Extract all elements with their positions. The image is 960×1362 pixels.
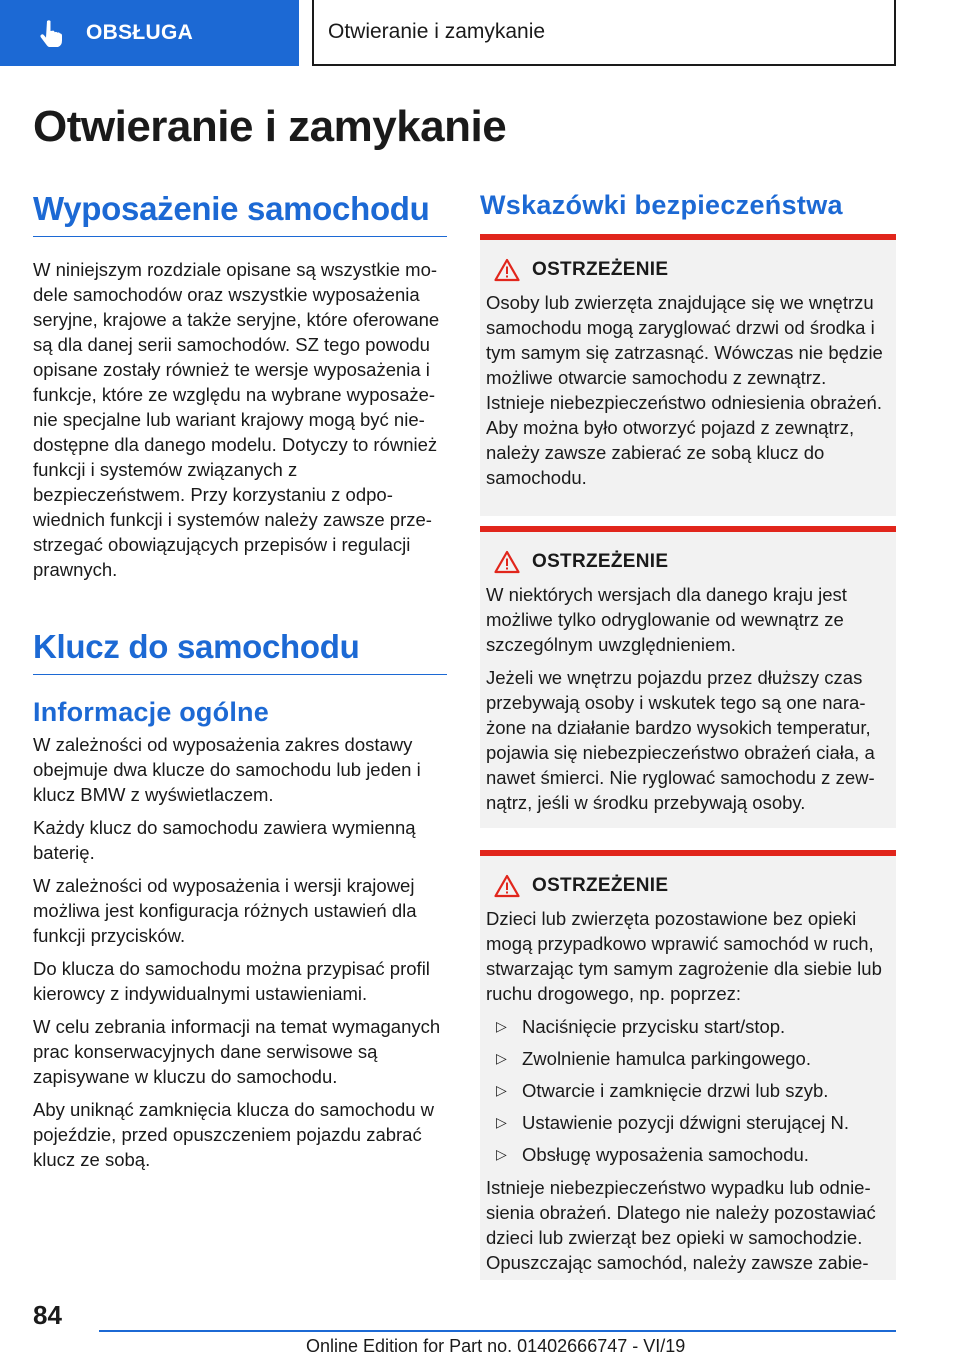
- paragraph-general-6: Aby uniknąć zamknięcia klucza do samochodu w pojeździe, przed opuszczeniem pojazdu zabrać klucz ze sobą.: [33, 1099, 435, 1170]
- list-item: ▷ Naciśnięcie przycisku start/stop.: [496, 1016, 786, 1037]
- footer-edition: Online Edition for Part no. 01402666747 - VI/19: [306, 1336, 686, 1356]
- warning-bullet-list: [486, 1014, 886, 1167]
- list-item: ▷ Obsługę wyposażenia samochodu.: [496, 1144, 809, 1165]
- bullet-triangle-icon: ▷: [496, 1018, 507, 1034]
- warning-text-2a: W niektórych wersjach dla danego kraju jest możliwe tylko odryglowanie od wewnątrz ze szczególnym uwzględnieniem.: [486, 584, 847, 655]
- warning-label: OSTRZEŻENIE: [532, 259, 669, 280]
- page-number: 84: [33, 1300, 62, 1330]
- list-item: ▷ Otwarcie i zamknięcie drzwi lub szyb.: [496, 1080, 829, 1101]
- warning-text-3-intro: Dzieci lub zwierzęta pozostawione bez opieki mogą przypadkowo wprawić samochód w ruch, stwarzając tym samym zagrożenie dla siebie lub ruchu drogowego, np. poprzez:: [486, 908, 882, 1004]
- warning-header: [494, 258, 886, 282]
- list-item: ▷ Zwolnienie hamulca parkingowego.: [496, 1048, 811, 1069]
- warning-text-1: Osoby lub zwierzęta znajdujące się we wnętrzu samochodu mogą zaryglować drzwi od środka i tym samym się zatrzasnąć. Wówczas nie będzie możliwe otwarcie samochodu z zewnątrz. Istnieje niebezpieczeństwo odniesienia obrażeń. Aby można było otworzyć pojazd z zewnątrz, należy zawsze zabierać ze sobą klucz do samochodu.: [486, 292, 883, 488]
- warning-text-2b: Jeżeli we wnętrzu pojazdu przez dłuższy czas przebywają osoby i wskutek tego są one narażone na działanie bardzo wysokich temperatur, pojawia się niebezpieczeństwo obrażeń ciała, a nawet śmierci. Nie ryglować samochodu z zewnątrz, jeśli w środku przebywają osoby.: [486, 667, 875, 813]
- warning-text-3-outro: Istnieje niebezpieczeństwo wypadku lub odniesienia obrażeń. Dlatego nie należy pozostawiać dzieci lub zwierząt bez opieki w samochodzie. Opuszczając samochód, należy zawsze zabie-: [486, 1177, 876, 1273]
- hand-pointer-icon: [36, 18, 66, 48]
- heading-car-key: Klucz do samochodu: [33, 628, 447, 675]
- section-tab-label: OBSŁUGA: [86, 21, 194, 44]
- list-item: ▷ Ustawienie pozycji dźwigni sterującej N.: [496, 1112, 849, 1133]
- paragraph-general-4: Do klucza do samochodu można przypisać profil kierowcy z indywidualnymi ustawieniami.: [33, 958, 430, 1004]
- breadcrumb: Otwieranie i zamykanie: [312, 0, 896, 66]
- warning-box-1: [480, 234, 896, 516]
- warning-label: OSTRZEŻENIE: [532, 875, 669, 896]
- warning-label: OSTRZEŻENIE: [532, 551, 669, 572]
- warning-triangle-icon: [494, 258, 520, 282]
- heading-general-info: Informacje ogólne: [33, 697, 269, 727]
- section-tab[interactable]: [0, 0, 299, 66]
- paragraph-general-5: W celu zebrania informacji na temat wymaganych prac konserwacyjnych dane serwisowe są zapisywane w kluczu do samochodu.: [33, 1016, 441, 1087]
- bullet-triangle-icon: ▷: [496, 1082, 507, 1098]
- warning-triangle-icon: [494, 550, 520, 574]
- warning-triangle-icon: [494, 874, 520, 898]
- left-column: [33, 190, 447, 1172]
- warning-header: [494, 550, 886, 574]
- footer-divider: [99, 1330, 896, 1332]
- warning-box-3: [480, 850, 896, 1280]
- bullet-triangle-icon: ▷: [496, 1050, 507, 1066]
- bullet-triangle-icon: ▷: [496, 1114, 507, 1130]
- paragraph-equipment: W niniejszym rozdziale opisane są wszystkie modele samochodów oraz wszystkie wyposażenia seryjne, krajowe a także seryjne, które oferowane są dla danej serii samochodów. SZ tego powodu opisane zostały również te wersje wyposażenia i funkcje, które ze względu na wybrane wyposażenie specjalne lub wariant krajowy mogą być niedostępne dla danego modelu. Dotyczy to również funkcji i systemów związanych z bezpieczeństwem. Przy korzystaniu z odpowiednich funkcji i systemów należy zawsze przestrzegać obowiązujących przepisów i regulacji prawnych.: [33, 259, 440, 580]
- paragraph-general-1: W zależności od wyposażenia zakres dostawy obejmuje dwa klucze do samochodu lub jeden i klucz BMW z wyświetlaczem.: [33, 734, 421, 805]
- page-title: Otwieranie i zamykanie: [33, 102, 507, 151]
- heading-equipment: Wyposażenie samochodu: [33, 190, 447, 237]
- warning-box-2: [480, 526, 896, 828]
- paragraph-general-2: Każdy klucz do samochodu zawiera wymienną baterię.: [33, 817, 416, 863]
- heading-safety: Wskazówki bezpieczeństwa: [480, 190, 843, 220]
- bullet-triangle-icon: ▷: [496, 1146, 507, 1162]
- right-column: [480, 190, 896, 1273]
- warning-header: [494, 874, 886, 898]
- paragraph-general-3: W zależności od wyposażenia i wersji krajowej możliwa jest konfiguracja różnych ustawień dla funkcji przycisków.: [33, 875, 417, 946]
